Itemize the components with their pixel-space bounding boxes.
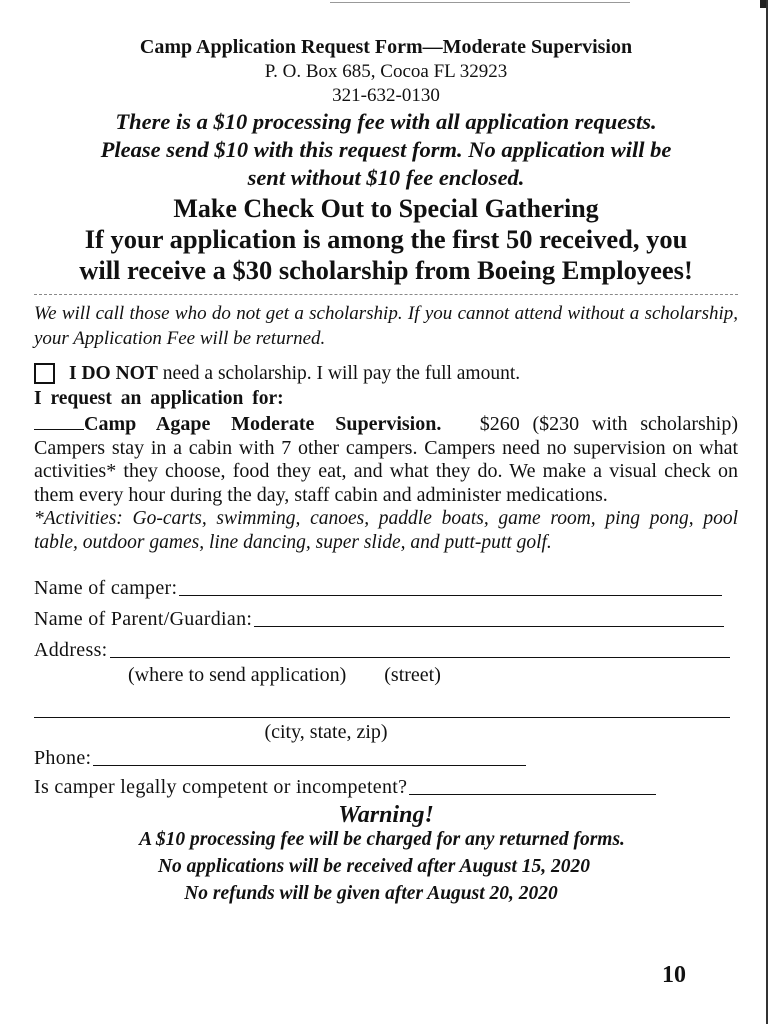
scholarship-line-1: If your application is among the first 50 received, you xyxy=(84,224,688,254)
no-scholarship-option[interactable] xyxy=(34,361,738,386)
competency-label: Is camper legally competent or incompetent? xyxy=(34,776,408,798)
application-form xyxy=(34,34,738,907)
form-phone: 321-632-0130 xyxy=(332,85,440,106)
check-payable-note: Make Check Out to Special Gathering xyxy=(173,194,599,223)
city-hint: (city, state, zip) xyxy=(264,721,388,743)
competency-field[interactable] xyxy=(34,775,738,800)
city-state-zip-line[interactable] xyxy=(34,717,730,718)
scholarship-notice xyxy=(34,224,738,286)
fee-notice xyxy=(34,108,738,192)
camp-price: $260 ($230 with scholarship) xyxy=(479,413,738,435)
no-scholarship-rest: need a scholarship. I will pay the full amount. xyxy=(157,363,521,384)
warning-line-3: No refunds will be given after August 20, 2020 xyxy=(184,883,558,904)
camper-name-label: Name of camper: xyxy=(34,577,178,599)
scan-corner-mark xyxy=(760,0,766,8)
camp-select-blank[interactable] xyxy=(34,413,84,430)
scholarship-line-2: will receive a $30 scholarship from Boeing Employees! xyxy=(79,255,693,285)
phone-field[interactable] xyxy=(34,746,738,771)
call-note: We will call those who do not get a scholarship. If you cannot attend without a scholarship, your Application Fee will be returned. xyxy=(34,303,738,349)
no-scholarship-checkbox[interactable] xyxy=(34,363,55,384)
address-label: Address: xyxy=(34,639,108,661)
parent-name-label: Name of Parent/Guardian: xyxy=(34,608,253,630)
form-title: Camp Application Request Form—Moderate Supervision xyxy=(139,36,633,58)
address-field[interactable] xyxy=(34,638,738,663)
parent-name-field[interactable] xyxy=(34,607,738,632)
camper-name-field[interactable] xyxy=(34,576,738,601)
no-scholarship-bold: I DO NOT xyxy=(69,363,158,384)
camp-description: Campers stay in a cabin with 7 other campers. Campers need no supervision on what activities* they choose, food they eat, and what they do. We make a visual check on them every hour during the day, staff cabin and administer medications. xyxy=(34,436,738,506)
no-scholarship-text xyxy=(69,361,520,386)
scan-right-edge xyxy=(766,0,768,1024)
warning-title: Warning! xyxy=(338,802,434,828)
address-hints xyxy=(34,663,738,687)
camper-name-line[interactable] xyxy=(179,594,722,596)
scan-top-rule xyxy=(330,2,630,3)
divider xyxy=(34,294,738,295)
camp-name: Camp Agape Moderate Supervision. xyxy=(84,413,442,435)
street-line[interactable] xyxy=(110,656,730,658)
phone-label: Phone: xyxy=(34,747,92,769)
activities-list: *Activities: Go-carts, swimming, canoes, paddle boats, game room, ping pong, pool table, outdoor games, line dancing, super slide, and putt-putt golf. xyxy=(34,508,738,553)
warning-line-2: No applications will be received after August 15, 2020 xyxy=(157,856,591,877)
parent-name-line[interactable] xyxy=(254,625,724,627)
address-hint-where: (where to send application) xyxy=(128,664,347,686)
fee-notice-line-3: sent without $10 fee enclosed. xyxy=(247,165,525,190)
request-heading: I request an application for: xyxy=(34,388,284,409)
camp-option xyxy=(34,413,738,507)
address-hint-street: (street) xyxy=(384,664,441,686)
form-address: P. O. Box 685, Cocoa FL 32923 xyxy=(264,61,508,82)
fee-notice-line-1: There is a $10 processing fee with all application requests. xyxy=(115,109,657,134)
fee-notice-line-2: Please send $10 with this request form. No application will be xyxy=(100,137,672,162)
page-number: 10 xyxy=(662,962,686,988)
warning-line-1: A $10 processing fee will be charged for any returned forms. xyxy=(139,829,625,850)
competency-line[interactable] xyxy=(409,793,656,795)
phone-line[interactable] xyxy=(93,764,526,766)
